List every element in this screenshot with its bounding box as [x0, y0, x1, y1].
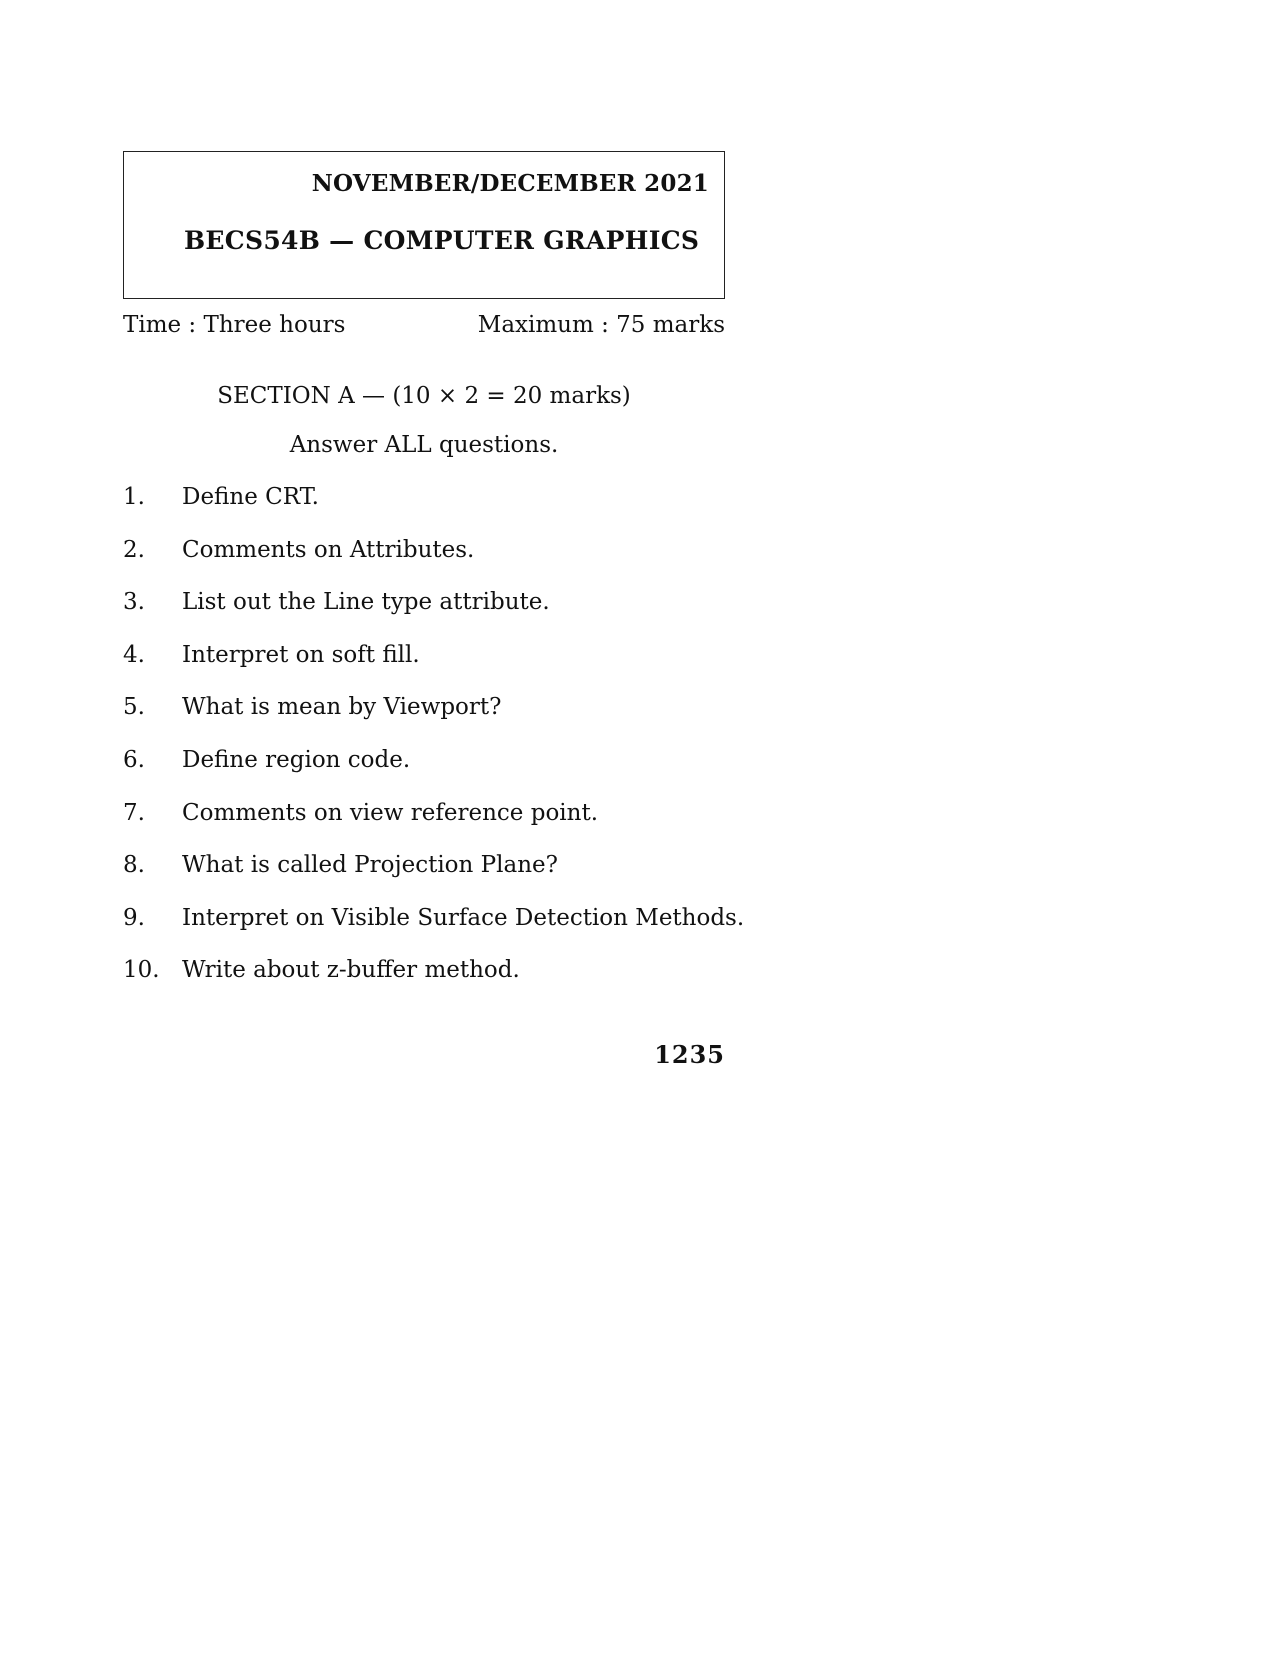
- question-item: [123, 483, 763, 536]
- question-number: 3.: [123, 589, 145, 616]
- question-text: Comments on Attributes.: [182, 536, 475, 563]
- question-text: Interpret on soft fill.: [182, 641, 420, 668]
- question-text: Interpret on Visible Surface Detection Methods.: [182, 904, 745, 931]
- question-number: 2.: [123, 536, 145, 563]
- question-number: 7.: [123, 799, 145, 826]
- question-number: 4.: [123, 641, 145, 668]
- question-text: Define CRT.: [182, 484, 319, 510]
- maximum-marks: Maximum : 75 marks: [477, 312, 725, 338]
- question-number: 6.: [123, 746, 145, 773]
- question-text: What is called Projection Plane?: [182, 852, 558, 879]
- question-number: 5.: [123, 694, 145, 721]
- question-number: 8.: [123, 852, 145, 879]
- question-list: [123, 483, 763, 1009]
- question-item: [123, 956, 763, 1009]
- question-text: Write about z-buffer method.: [182, 957, 520, 984]
- question-item: [123, 746, 763, 799]
- question-item: [123, 851, 763, 904]
- course-title: BECS54B — COMPUTER GRAPHICS: [184, 226, 700, 255]
- question-number: 10.: [123, 957, 160, 984]
- question-item: [123, 904, 763, 957]
- section-heading: SECTION A — (10 × 2 = 20 marks): [217, 383, 631, 409]
- question-item: [123, 536, 763, 589]
- exam-header-box: [123, 151, 725, 299]
- section-instruction: Answer ALL questions.: [289, 432, 559, 458]
- question-text: Comments on view reference point.: [182, 799, 599, 826]
- question-item: [123, 693, 763, 746]
- question-number: 9.: [123, 904, 145, 931]
- exam-session: NOVEMBER/DECEMBER 2021: [311, 170, 709, 197]
- question-item: [123, 799, 763, 852]
- question-text: Define region code.: [182, 746, 411, 773]
- exam-duration: Time : Three hours: [123, 312, 346, 338]
- question-text: List out the Line type attribute.: [182, 589, 550, 616]
- question-item: [123, 588, 763, 641]
- question-text: What is mean by Viewport?: [182, 694, 502, 721]
- question-item: [123, 641, 763, 694]
- page-code: 1235: [654, 1040, 725, 1069]
- question-number: 1.: [123, 484, 145, 510]
